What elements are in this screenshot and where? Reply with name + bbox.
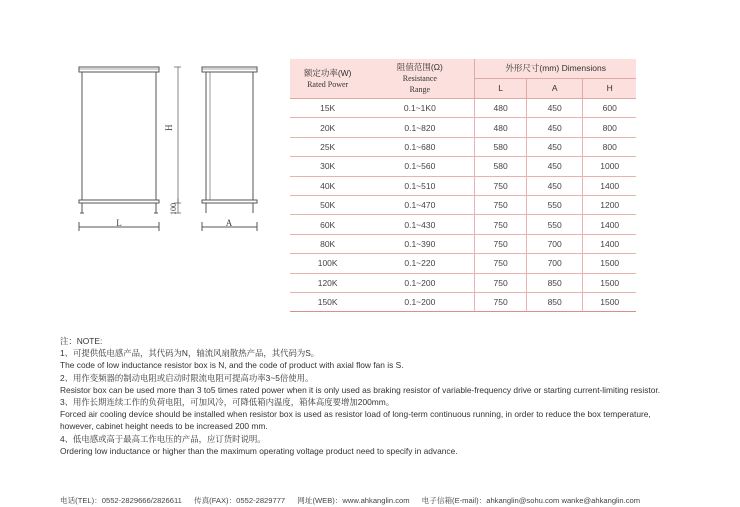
cell-power: 50K bbox=[290, 195, 365, 214]
cell-A: 700 bbox=[526, 234, 582, 253]
table-row bbox=[290, 273, 636, 292]
header-A: A bbox=[526, 79, 582, 99]
table-row bbox=[290, 137, 636, 156]
cell-A: 450 bbox=[526, 157, 582, 176]
cell-L: 750 bbox=[475, 254, 527, 273]
cell-L: 480 bbox=[475, 99, 527, 118]
cell-range: 0.1~220 bbox=[365, 254, 475, 273]
cell-power: 30K bbox=[290, 157, 365, 176]
cell-H: 1400 bbox=[583, 176, 636, 195]
header-H: H bbox=[583, 79, 636, 99]
header-rated-power-cn: 额定功率(W) bbox=[303, 67, 352, 78]
cell-L: 750 bbox=[475, 215, 527, 234]
note-2-cn: 2、用作变频器的制动电阻或启动时限流电阻可提高功率3~5倍使用。 bbox=[60, 372, 314, 383]
cell-A: 450 bbox=[526, 99, 582, 118]
cell-A: 550 bbox=[526, 195, 582, 214]
header-rated-power-en: Rated Power bbox=[307, 79, 349, 89]
cell-L: 480 bbox=[475, 118, 527, 137]
table-row bbox=[290, 176, 636, 195]
footer-fax: 传真(FAX)：0552-2829777 bbox=[193, 496, 286, 505]
header-L: L bbox=[475, 79, 527, 99]
cell-power: 120K bbox=[290, 273, 365, 292]
label-A: A bbox=[225, 218, 233, 228]
cell-power: 80K bbox=[290, 234, 365, 253]
cell-power: 100K bbox=[290, 254, 365, 273]
note-3-en: Forced air cooling device should be installed when resistor box is used as resistor load of long-term continuous running, in order to reduce the box temperature, however, cabinet height needs to be increased 200 mm. bbox=[60, 409, 651, 432]
table-row bbox=[290, 195, 636, 214]
header-resistance-cn: 阻值范围(Ω) bbox=[396, 62, 443, 72]
cell-range: 0.1~200 bbox=[365, 273, 475, 292]
contact-footer bbox=[60, 495, 700, 506]
header-dimensions: 外形尺寸(mm) Dimensions bbox=[475, 59, 636, 79]
resistor-box-drawing bbox=[60, 55, 280, 245]
table-row bbox=[290, 215, 636, 234]
cell-range: 0.1~390 bbox=[365, 234, 475, 253]
cell-A: 450 bbox=[526, 118, 582, 137]
cell-L: 750 bbox=[475, 273, 527, 292]
notes-section bbox=[60, 335, 680, 457]
cell-range: 0.1~200 bbox=[365, 292, 475, 311]
cell-H: 1400 bbox=[583, 215, 636, 234]
cell-A: 550 bbox=[526, 215, 582, 234]
table-row bbox=[290, 292, 636, 311]
note-4-cn: 4、低电感或高于最高工作电压的产品，应订货时说明。 bbox=[60, 433, 266, 444]
cell-power: 15K bbox=[290, 99, 365, 118]
cell-L: 750 bbox=[475, 292, 527, 311]
cell-A: 850 bbox=[526, 292, 582, 311]
cell-L: 750 bbox=[475, 234, 527, 253]
cell-A: 450 bbox=[526, 176, 582, 195]
table-row bbox=[290, 118, 636, 137]
front-view bbox=[79, 67, 181, 231]
cell-L: 750 bbox=[475, 195, 527, 214]
note-1-cn: 1、可提供低电感产品，其代码为N，轴流风扇散热产品，其代码为S。 bbox=[60, 348, 320, 359]
note-1-en: The code of low inductance resistor box is N, and the code of product with axial flow fan is S. bbox=[60, 360, 404, 371]
cell-range: 0.1~820 bbox=[365, 118, 475, 137]
side-view bbox=[202, 67, 257, 231]
cell-H: 1500 bbox=[583, 254, 636, 273]
footer-tel: 电话(TEL)：0552-2829666/2826611 bbox=[60, 496, 182, 505]
cell-H: 1200 bbox=[583, 195, 636, 214]
cell-L: 580 bbox=[475, 157, 527, 176]
cell-L: 580 bbox=[475, 137, 527, 156]
cell-L: 750 bbox=[475, 176, 527, 195]
cell-range: 0.1~470 bbox=[365, 195, 475, 214]
cell-H: 1000 bbox=[583, 157, 636, 176]
table-row bbox=[290, 157, 636, 176]
cell-range: 0.1~560 bbox=[365, 157, 475, 176]
header-rated-power bbox=[290, 59, 365, 99]
cell-A: 450 bbox=[526, 137, 582, 156]
cell-H: 600 bbox=[583, 99, 636, 118]
cell-power: 20K bbox=[290, 118, 365, 137]
footer-email: 电子信箱(E-mail)：ahkanglin@sohu.com wanke@ahkanglin.com bbox=[421, 496, 641, 505]
note-2-en: Resistor box can be used more than 3 to5 times rated power when it is only used as braking resistor of variable-frequency drive or starting current-limiting resistor. bbox=[60, 384, 661, 395]
cell-H: 800 bbox=[583, 118, 636, 137]
cell-power: 150K bbox=[290, 292, 365, 311]
spec-table bbox=[290, 59, 636, 312]
header-resistance-range bbox=[365, 59, 475, 99]
note-4-en: Ordering low inductance or higher than the maximum operating voltage product need to specify in advance. bbox=[60, 445, 458, 456]
header-resistance-en2: Range bbox=[409, 85, 431, 94]
notes-title: 注：NOTE: bbox=[60, 336, 103, 346]
cell-range: 0.1~430 bbox=[365, 215, 475, 234]
note-3-cn: 3、用作长期连续工作的负荷电阻，可加风冷，可降低箱内温度，箱体高度要增加200mm。 bbox=[60, 397, 395, 408]
cell-range: 0.1~510 bbox=[365, 176, 475, 195]
label-L: L bbox=[116, 218, 122, 228]
footer-web: 网址(WEB)：www.ahkanglin.com bbox=[297, 496, 410, 505]
table-row bbox=[290, 99, 636, 118]
cell-power: 40K bbox=[290, 176, 365, 195]
cell-range: 0.1~1K0 bbox=[365, 99, 475, 118]
cell-H: 1500 bbox=[583, 292, 636, 311]
cell-A: 700 bbox=[526, 254, 582, 273]
table-row bbox=[290, 254, 636, 273]
cell-power: 25K bbox=[290, 137, 365, 156]
header-resistance-en1: Resistance bbox=[402, 74, 437, 83]
cell-range: 0.1~680 bbox=[365, 137, 475, 156]
cell-A: 850 bbox=[526, 273, 582, 292]
table-row bbox=[290, 234, 636, 253]
cell-H: 1500 bbox=[583, 273, 636, 292]
label-H: H bbox=[164, 124, 174, 131]
cell-H: 1400 bbox=[583, 234, 636, 253]
label-100: 100 bbox=[169, 203, 178, 215]
cell-H: 800 bbox=[583, 137, 636, 156]
cell-power: 60K bbox=[290, 215, 365, 234]
